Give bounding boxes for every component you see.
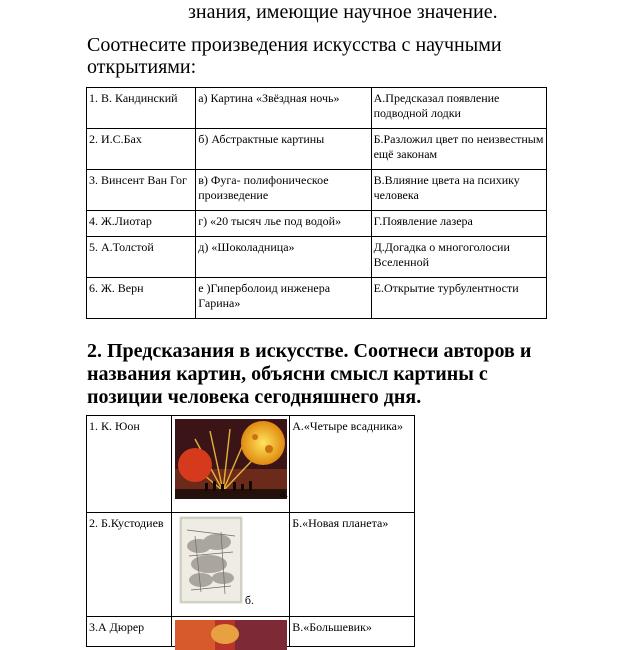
table-row: [87, 278, 547, 319]
table-row: [87, 237, 547, 278]
author-cell: 2. Б.Кустодиев: [87, 513, 172, 617]
work-cell: а) Картина «Звёздная ночь»: [196, 88, 371, 129]
work-cell: б) Абстрактные картины: [196, 129, 371, 170]
author-cell: 2. И.С.Бах: [87, 129, 196, 170]
discovery-cell: В.Влияние цвета на психику человека: [371, 170, 546, 211]
table-row: [87, 513, 415, 617]
table-row: [87, 170, 547, 211]
table-row: [87, 129, 547, 170]
author-cell: 1. В. Кандинский: [87, 88, 196, 129]
discovery-cell: А.Предсказал появление подводной лодки: [371, 88, 546, 129]
task1-title: Соотнесите произведения искусства с научными открытиями:: [87, 34, 502, 78]
task2-title: 2. Предсказания в искусстве. Соотнеси авторов и названия картин, объясни смысл картины с позиции человека сегодняшнего дня.: [87, 340, 532, 408]
table-row: [87, 416, 415, 513]
picture-cell: [171, 513, 289, 617]
work-cell: д) «Шоколадница»: [196, 237, 371, 278]
picture-letter: а.: [279, 486, 289, 500]
table-row: [87, 617, 415, 647]
task1-table: [86, 87, 547, 319]
author-cell: 5. А.Толстой: [87, 237, 196, 278]
task2-table: [86, 415, 415, 647]
author-cell: 6. Ж. Верн: [87, 278, 196, 319]
title-cell: А.«Четыре всадника»: [290, 416, 415, 513]
discovery-cell: Д.Догадка о многоголосии Вселенной: [371, 237, 546, 278]
picture-letter: б.: [244, 593, 254, 607]
author-cell: 4. Ж.Лиотар: [87, 211, 196, 237]
discovery-cell: Б.Разложил цвет по неизвестным ещё законам: [371, 129, 546, 170]
table-row: [87, 211, 547, 237]
painting-new-planet-image: [175, 419, 287, 499]
picture-cell: [171, 416, 289, 513]
discovery-cell: Е.Открытие турбулентности: [371, 278, 546, 319]
work-cell: е )Гиперболоид инженера Гарина»: [196, 278, 371, 319]
title-cell: В.«Большевик»: [290, 617, 415, 647]
painting-bolshevik-image: [175, 620, 287, 650]
title-cell: Б.«Новая планета»: [290, 513, 415, 617]
author-cell: 3. Винсент Ван Гог: [87, 170, 196, 211]
work-cell: г) «20 тысяч лье под водой»: [196, 211, 371, 237]
previous-text-line: знания, имеющие научное значение.: [188, 1, 498, 23]
table-row: [87, 88, 547, 129]
author-cell: 1. К. Юон: [87, 416, 172, 513]
painting-four-horsemen-image: [179, 516, 243, 604]
author-cell: 3.А Дюрер: [87, 617, 172, 647]
picture-cell: [171, 617, 289, 647]
work-cell: в) Фуга- полифоническое произведение: [196, 170, 371, 211]
discovery-cell: Г.Появление лазера: [371, 211, 546, 237]
